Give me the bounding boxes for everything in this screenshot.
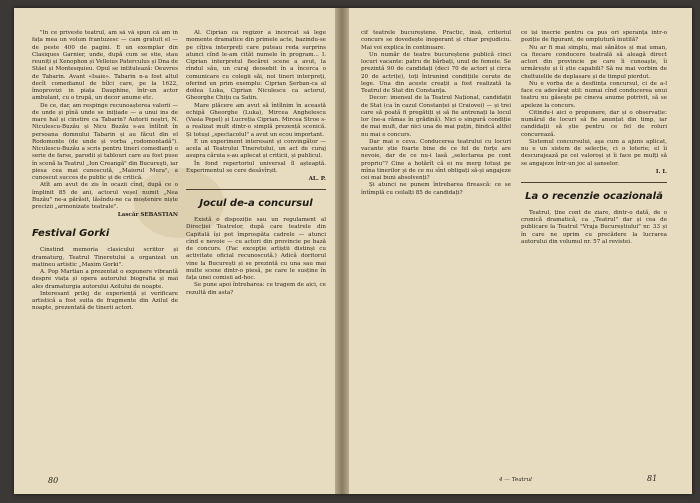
page-number: 80 [48, 476, 59, 485]
paragraph: A. Pop Martian a prezentat o expunere vibrantă despre viața și opera autorului biografia și mai ales dramaturgia autorului Azilului de noapte. [32, 269, 178, 290]
left-column-2 [186, 30, 326, 468]
running-head: 4 — Teatrul [499, 477, 532, 483]
paragraph: Sistemul concursului, aşa cum a ajuns aplicat, nu e un sistem de selecție, ci o loterie; el îi descurajează pe cei valoroși și îi face pe mulți să se angajeze într-un joc al șanselor. [521, 138, 667, 167]
paragraph: Nu e vorba de a desființa concursul, ci de a-l face cu adevărat util: numai cînd conducerea unui teatru nu găsește pe cineva anume potrivit, să se apeleze la concurs. [521, 80, 667, 109]
book-gutter [335, 8, 349, 494]
paragraph: Mare plăcere am avut să întîlnim în această echipă Gheorghe (Luka), Mircea Anghelescu (Vasia Pepel) și Lucreția Ciprian. Mircea Stroe s-a realizat mult dintr-o simplă prezență scenică. Și totuși „spectacolul" a avut un ecou important. [186, 102, 326, 138]
article-signature: Lascăr SEBASTIAN [117, 212, 178, 219]
section-heading: Jocul de-a concursul [199, 198, 313, 209]
section-heading: Festival Gorki [32, 228, 110, 240]
paragraph: Cinstind memoria clasicului scriitor și dramaturg, Teatrul Tineretului a organizat un matineu artistic „Maxim Gorki". [32, 247, 178, 268]
paragraph: Un număr de teatre bucureștene publică cinci locuri vacante: patru de bărbați, unul de femeie. Se prezintă 90 de candidați (deci 70 de actori și circa 20 de actrițe), toți întrunind condițiile cerute de lege. Una din aceste creații a fost realizată la Teatrul de Stat din Constanța. [361, 51, 511, 94]
paragraph: Se pune apoi întrebarea: ce tragem de aici, ce rezultă din asta? [186, 282, 326, 296]
paragraph: Atît am avut de zis în ocazii cînd, după ce o împlinit 85 de ani, actorul veșel numit „Nea Buzău" ne-a părăsit, lăsîndu-ne ca moștenire niște precizii „armonizate teatrale". [32, 182, 178, 210]
paragraph: Și atunci ne punem întrebarea firească: ce se întîmplă cu ceilalți 85 de candidați? [361, 182, 511, 196]
paragraph: Interesant prilej de experiență și verificare artistică a fost suita de fragmente din Azilul de noapte, prezentată de tinerii actori. [32, 290, 178, 312]
right-page [349, 8, 692, 494]
left-page [14, 8, 335, 494]
paragraph: În fond repertoriul universal îl așteaptă. Experimentul se cere desăvîrșit. [186, 160, 326, 174]
paragraph: Nu ar fi mai simplu, mai sănătos și mai uman, ca fiecare conducere teatrală să aleagă direct actori din provincie pe care îi cunoaște, îi urmărește și îi știe capabili? Să nu mai vorbim de cheltuielile de deplasare și de timpul pierdut. [521, 44, 667, 80]
left-column-1 [32, 30, 178, 468]
divider [521, 182, 667, 183]
right-column-1 [361, 30, 511, 470]
paragraph: Citindu-i aici o propunere, dar și o observație: numărul de locuri să fie anunțat din timp, iar candidații să știe pentru ce fel de roluri concurează. [521, 109, 667, 138]
paragraph: Decor: imensul de la Teatrul Național, candidații de Stat (ca în cazul Constanței și Craiovei) — și trei care să poată fi pregătiți și să fie antrenați la locul lor (ne-a rămas în grădină). Nici o singură condiție de mai mult, dar nici una de mai puțin, fiindcă altfel nu mai e concurs. [361, 95, 511, 138]
paragraph: Al. Ciprian ca regizor a încercat să lege momente dramatice din primele acte, bazindu-se pe cîțiva interpreți care puteau reda surprins atunci cînd le-am cităt numele în program... I. Ciprian interpretul fiecărei scene a avut, la rîndul său, un curaj deosebit în a încerca o comunicare cu colegii săi, noi tineri interpreți, oferind un prim exemplu: Ciprian Șerban-ca al doilea Luka, Ciprian Niculescu ca actorul, Gheorghe Chițu ca Satin. [186, 30, 326, 102]
paragraph: "In ce priveste teatrul, am să vă spun că am în fața mea un volum frantuzesc — cam gratuit el — de peste 400 de pagini. E un exemplar din Clasiques Garnier, unde, după cum se stie, stau reuniți și Xenophon și Velleius Paterculus și Dna de Stäel și Montesquieu. Opul se intitulează: Oeuvres de Tabarin. Avant «Isaie». Tabarin n-a fost altul decît comedianul de bîlci care, pe la 1622, îmoprovizi in piața Dauphine, într-un actor ambulant, cu o trupă, un decor anume etc. [32, 30, 178, 102]
page-number: 81 [647, 474, 658, 483]
article-signature: I. I. [655, 168, 667, 175]
section-heading: La o recenzie ocazională [525, 190, 663, 202]
paragraph: ce își înscrie pentru ca pus ori speranța într-o poziție de figurant, de umplutură inutilă? [521, 30, 667, 44]
paragraph: Există o dispoziție sau un regulament al Direcției Teatrelor, după care teatrele din Capitală își pot împrospăta cadrele — atunci cînd e nevoie — cu actori din provincie pe bază de concurs. (Fac excepție artiștii distinși cu activitate oficial recunoscută.) Adică doritorul vine la București și se prezintă cu una sau mai multe scene dintr-o piesă, pe care le susține în fața unei comisii ad-hoc. [186, 217, 326, 281]
divider [186, 189, 326, 190]
paragraph: Teatrul, ține cont de ziare, dintr-o dată, de o cronică dramatică, ca „Teatrul" dar și cea de publicare la Teatrul "Vraja Bucureștiului" nr. 33 și în care ne oprim cu precădere la lucrarea autorului din volumul nr. 57 al revistei. [521, 209, 667, 245]
paragraph: cif teatrele bucureștene. Practic, însă, criteriul concurs se dovedește inoperant și chiar prejudiciu. Mai voi explica în continuare. [361, 30, 511, 51]
paragraph: E un experiment interesant și convingător — acela al Teatrului Tineretului, un act de curaj asupra căruia s-au aplecat și criticii, și publicul. [186, 138, 326, 160]
paragraph: De ce, dar, am respinge recunoașterea valorii — de unde și pînă unde se inițiade — a unui ins de mare hal și cinstire ca Tabarin? Autorii noștri, N. Niculescu-Buzău și Nicu Buzău s-au întîlnit în persoana domnului Tabarin și au făcut din el Rodomonte (de unde și vorba „rodomontadă"). Niculescu-Buzău a scris pentru tineri comedianți o serie de farse, parodii și tablouri care au fost puse în scenă la Teatrul „Ion Creangă" din Bucureşti, iar piesa cea mai cunoscută, „Maiorul Mura", a cunoscut succes de public și de critică. [32, 102, 178, 181]
paragraph: Dar mai e ceva. Conducerea teatrului cu locuri vacante știe foarte bine de ce fel de forțe are nevoie, dar de ce nu-i lasă „selectarea pe cont propriu"? Cine a hotărît că ei nu merg totuși pe mîna tinerilor și de ce nu sînt obligați să-și angajeze cei mai buni absolvenți? [361, 138, 511, 181]
article-signature: AL. P. [308, 176, 326, 182]
right-column-2 [521, 30, 667, 470]
